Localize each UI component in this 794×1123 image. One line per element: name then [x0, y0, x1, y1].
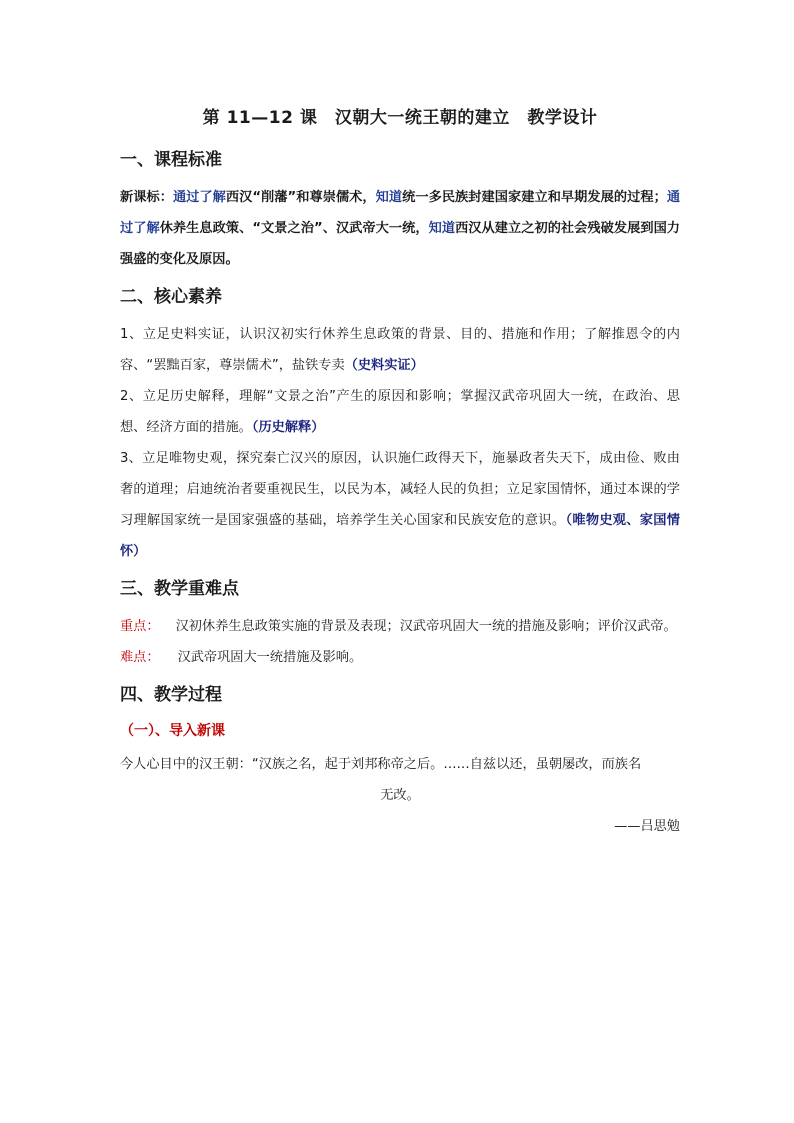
key-point-paragraph — [120, 611, 680, 642]
heading-key-difficult-points: 三、教学重难点 — [120, 579, 239, 599]
subheading-lesson-intro: （一）、导入新课 — [120, 723, 225, 739]
keyword-understand-2: 通过了解 — [120, 190, 680, 236]
difficult-point-paragraph — [120, 642, 680, 673]
competency-item-3 — [120, 443, 680, 567]
key-point-text: 汉初休养生息政策实施的背景及表现；汉武帝巩固大一统的措施及影响；评价汉武帝。 — [175, 619, 677, 634]
competency-text-1: 1、立足史料实证，认识汉初实行休养生息政策的背景、目的、措施和作用；了解推恩令的内容、“罢黜百家，尊崇儒术”，盐铁专卖 — [120, 327, 680, 373]
competency-item-2 — [120, 381, 680, 443]
intro-quote-line-1: 今人心目中的汉王朝：“汉族之名，起于刘邦称帝之后。……自兹以还，虽朝屡改，而族名 — [120, 757, 642, 772]
heading-teaching-process: 四、教学过程 — [120, 685, 222, 705]
competency-tag-2: （历史解释） — [251, 420, 325, 435]
keyword-know-1: 知道 — [375, 190, 403, 205]
heading-core-competencies: 二、核心素养 — [120, 287, 222, 307]
competency-item-1 — [120, 319, 680, 381]
standard-text-1: 西汉“削藩”和尊崇儒术， — [225, 190, 376, 205]
keyword-know-2: 知道 — [428, 221, 456, 236]
new-standard-label: 新课标： — [120, 190, 173, 205]
competency-tag-3: （唯物史观、家国情怀） — [120, 513, 680, 559]
difficult-point-text: 汉武帝巩固大一统措施及影响。 — [177, 650, 363, 665]
intro-quote-line-2: 无改。 — [380, 788, 420, 803]
competency-tag-1: （史料实证） — [344, 358, 424, 373]
keyword-understand-1: 通过了解 — [172, 190, 226, 205]
key-point-label: 重点： — [120, 619, 160, 634]
competency-text-2: 2、立足历史解释，理解“文景之治”产生的原因和影响；掌握汉武帝巩固大一统，在政治、思想、经济方面的措施。 — [120, 389, 680, 435]
document-title: 第 11—12 课 汉朝大一统王朝的建立 教学设计 — [202, 108, 598, 128]
standard-text-3: 休养生息政策、“文景之治”、汉武帝大一统， — [159, 221, 429, 236]
curriculum-standard-paragraph — [120, 182, 680, 275]
heading-curriculum-standard: 一、课程标准 — [120, 150, 222, 170]
standard-text-2: 统一多民族封建国家建立和早期发展的过程； — [402, 190, 667, 205]
competency-text-3: 3、立足唯物史观，探究秦亡汉兴的原因，认识施仁政得天下，施暴政者失天下，成由俭、败由奢的道理；启迪统治者要重视民生，以民为本，减轻人民的负担；立足家国情怀，通过本课的学习理解国家统一是国家强盛的基础，培养学生关心国家和民族安危的意识。 — [120, 451, 680, 528]
standard-text-4: 西汉从建立之初的社会残破发展到国力强盛的变化及原因。 — [120, 221, 680, 267]
document-page — [120, 104, 680, 842]
difficult-point-label: 难点： — [120, 650, 160, 665]
quote-author: ——吕思勉 — [614, 819, 680, 834]
